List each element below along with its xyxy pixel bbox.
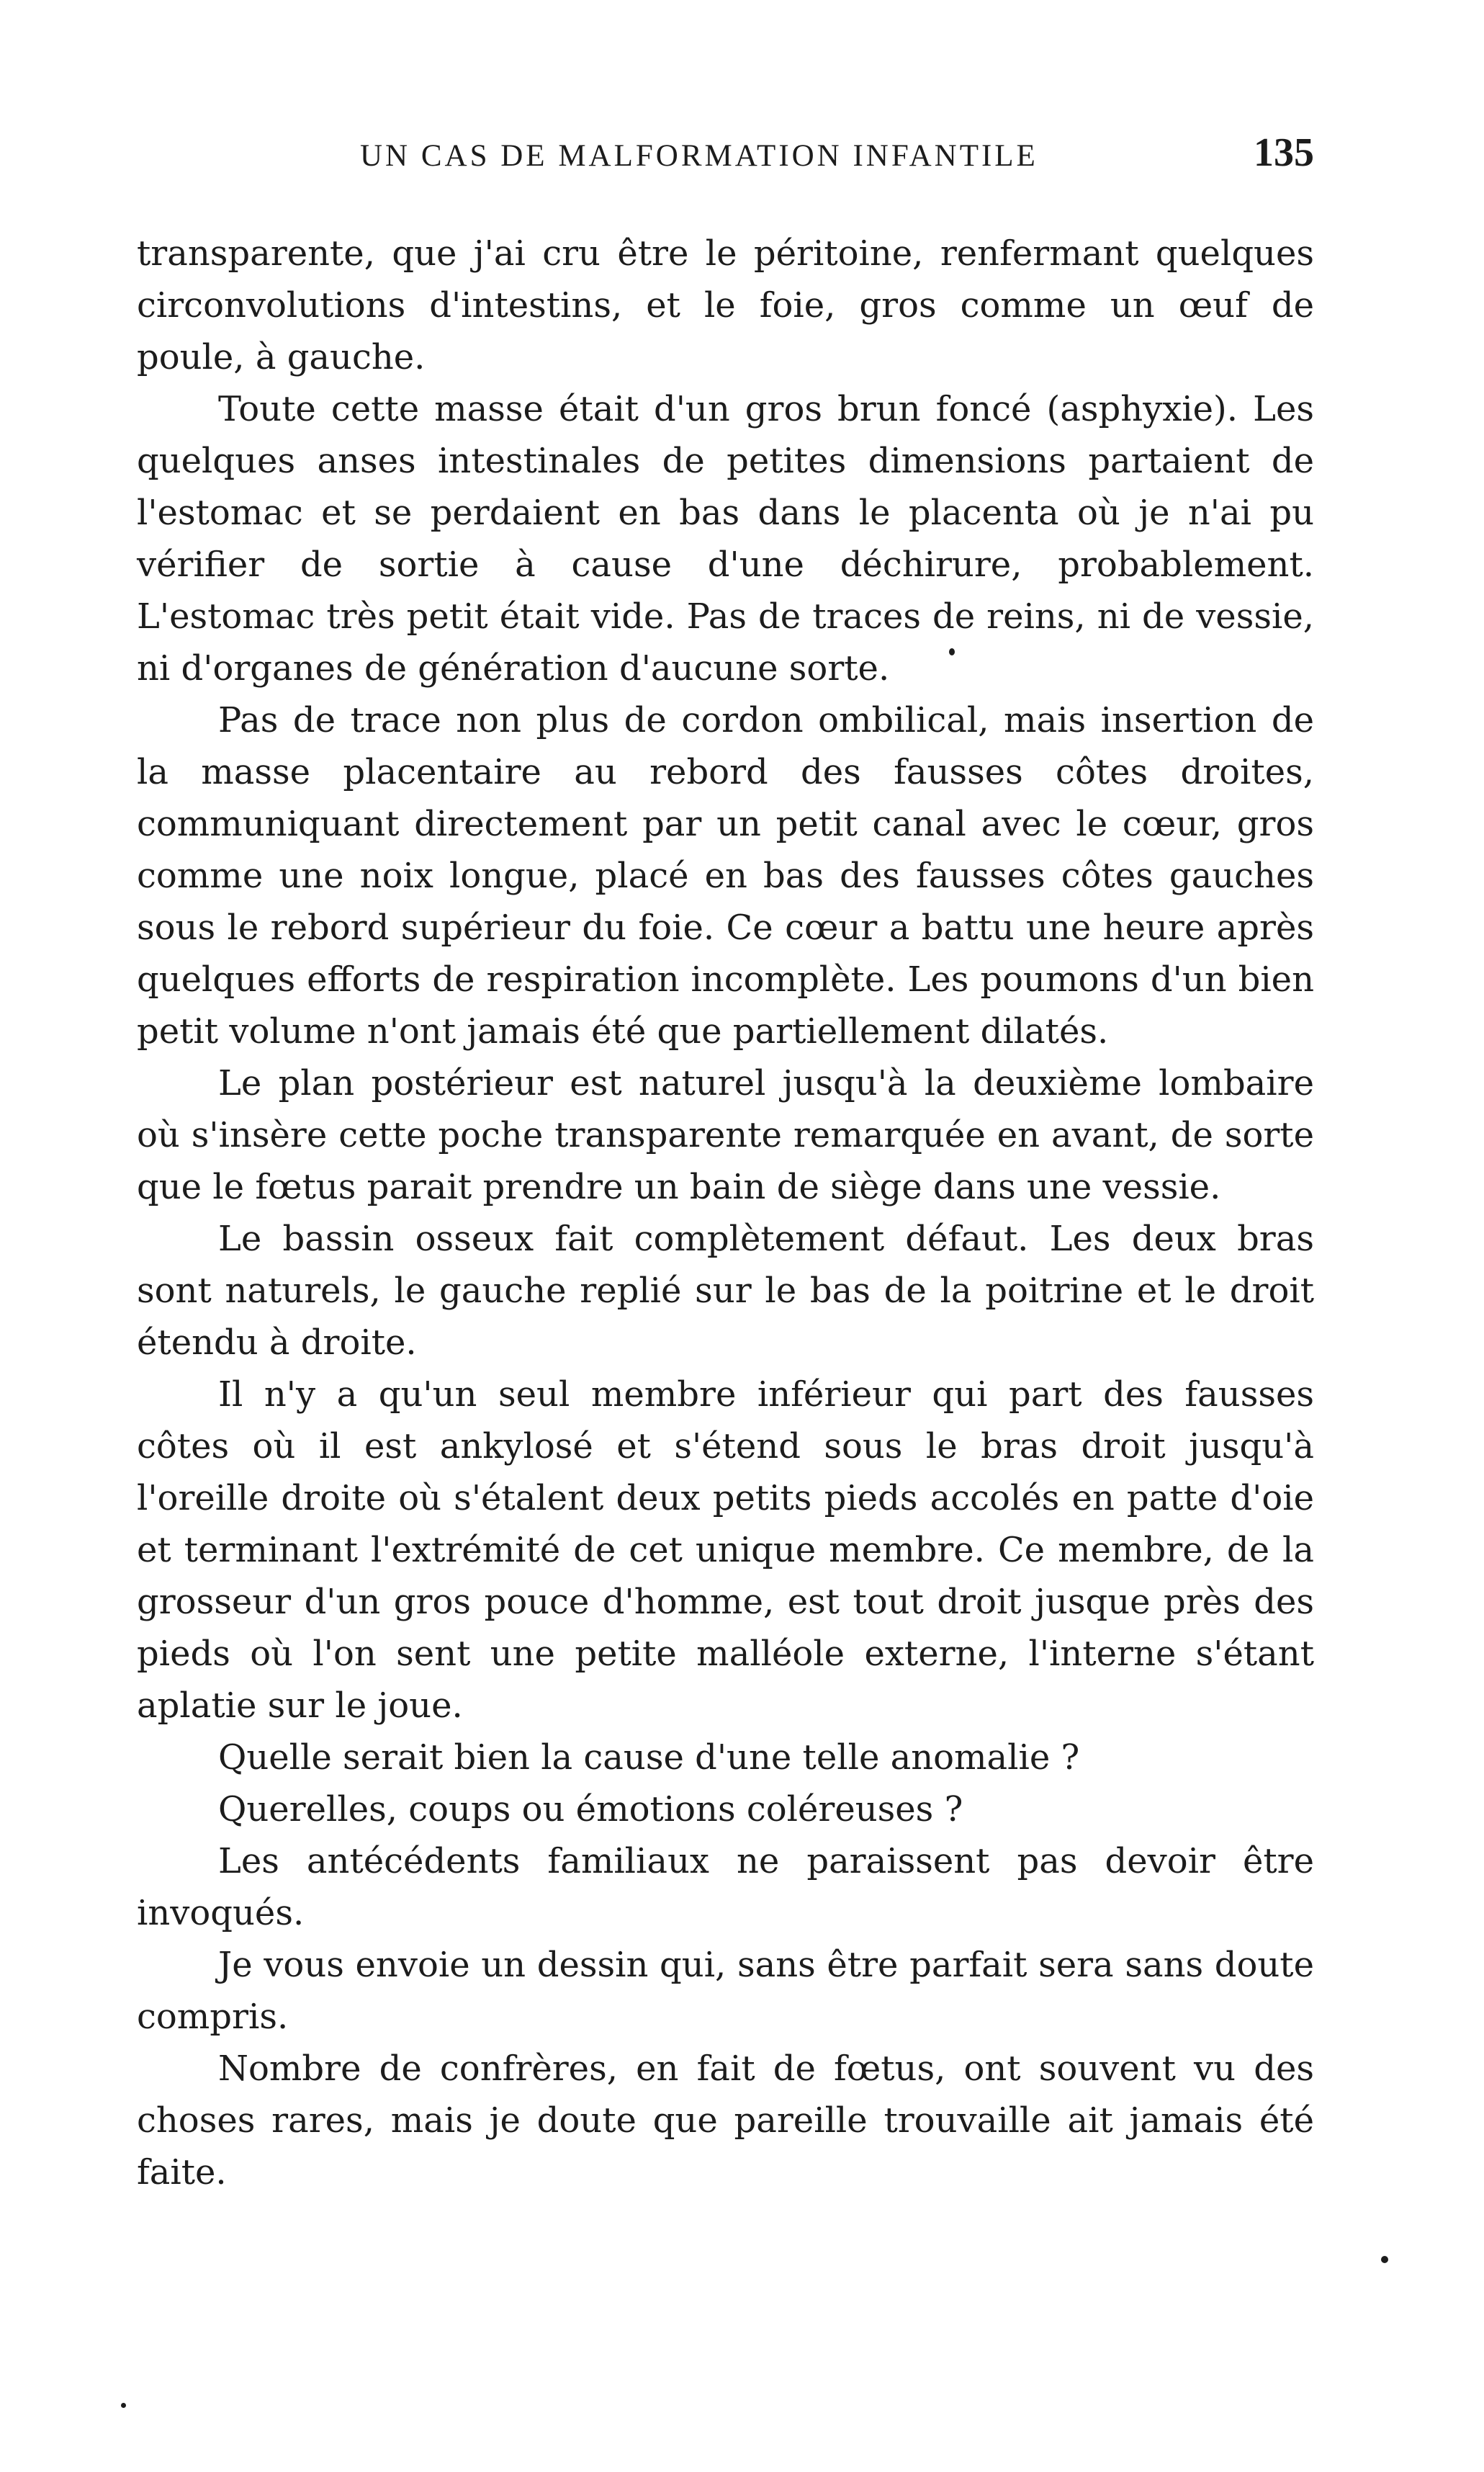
paragraph-2: Toute cette masse était d'un gros brun foncé (asphyxie). Les quelques anses intestinales de petites dimensions partaient de l'estomac et se perdaient en bas dans le placenta où je n'ai pu vérifier de sortie à cause d'une déchirure, probablement. L'estomac très petit était vide. Pas de traces de reins, ni de vessie, ni d'organes de génération d'aucune sorte.: [137, 389, 1314, 689]
paragraph-5: Le bassin osseux fait complètement défaut. Les deux bras sont naturels, le gauche replié sur le bas de la poitrine et le droit étendu à droite.: [137, 1219, 1314, 1363]
paragraph-6: Il n'y a qu'un seul membre inférieur qui part des fausses côtes où il est ankylosé et s'étend sous le bras droit jusqu'à l'oreille droite où s'étalent deux petits pieds accolés en patte d'oie et terminant l'extrémité de cet unique membre. Ce membre, de la grosseur d'un gros pouce d'homme, est tout droit jusque près des pieds où l'on sent une petite malléole externe, l'interne s'étant aplatie sur le joue.: [137, 1374, 1314, 1726]
page-header: [137, 130, 1314, 202]
print-speck: [949, 648, 955, 655]
paragraph-10: Je vous envoie un dessin qui, sans être parfait sera sans doute compris.: [137, 1945, 1314, 2037]
body-text: [137, 228, 1314, 2198]
paragraph-8: Querelles, coups ou émotions coléreuses ?: [218, 1789, 963, 1830]
print-speck: [121, 2403, 126, 2408]
paragraph-11: Nombre de confrères, en fait de fœtus, ont souvent vu des choses rares, mais je doute que pareille trouvaille ait jamais été faite.: [137, 2048, 1314, 2193]
paragraph-9: Les antécédents familiaux ne paraissent pas devoir être invoqués.: [137, 1841, 1314, 1933]
paragraph-7: Quelle serait bien la cause d'une telle anomalie ?: [218, 1737, 1080, 1778]
page-number: 135: [1254, 130, 1314, 175]
running-title: UN CAS DE MALFORMATION INFANTILE: [360, 139, 1038, 173]
paragraph-4: Le plan postérieur est naturel jusqu'à la deuxième lombaire où s'insère cette poche transparente remarquée en avant, de sorte que le fœtus parait prendre un bain de siège dans une vessie.: [137, 1063, 1314, 1207]
paragraph-1: transparente, que j'ai cru être le péritoine, renfermant quelques circonvolutions d'intestins, et le foie, gros comme un œuf de poule, à gauche.: [137, 233, 1314, 377]
book-page: [137, 130, 1314, 2198]
print-speck: [1381, 2256, 1388, 2263]
paragraph-3: Pas de trace non plus de cordon ombilical, mais insertion de la masse placentaire au rebord des fausses côtes droites, communiquant directement par un petit canal avec le cœur, gros comme une noix longue, placé en bas des fausses côtes gauches sous le rebord supérieur du foie. Ce cœur a battu une heure après quelques efforts de respiration incomplète. Les poumons d'un bien petit volume n'ont jamais été que partiellement dilatés.: [137, 700, 1314, 1052]
